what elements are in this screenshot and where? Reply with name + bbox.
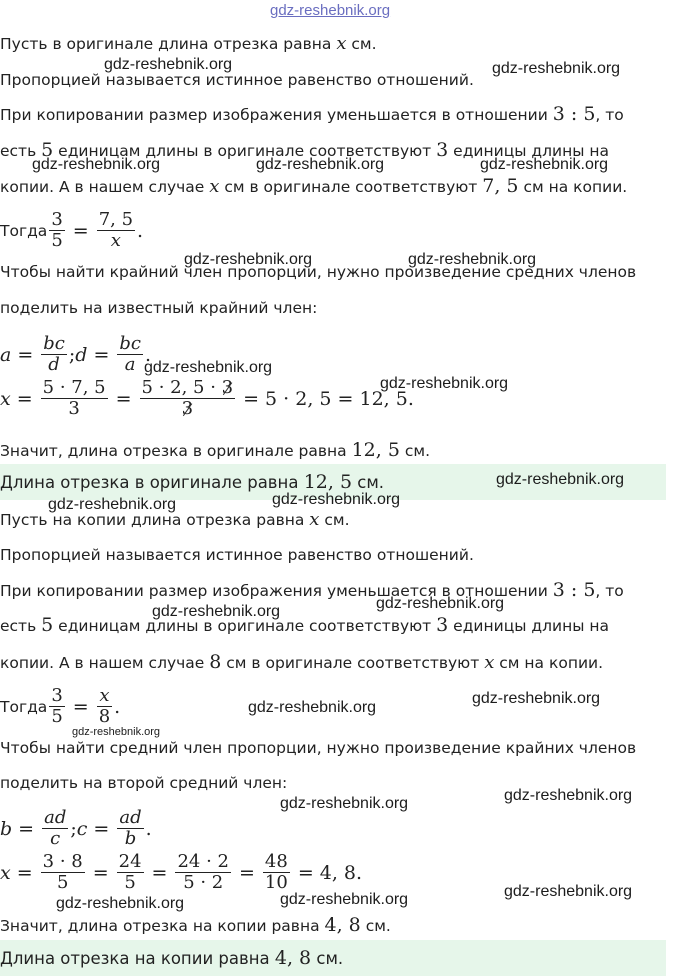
watermark: gdz-reshebnik.org <box>504 883 633 900</box>
watermark: gdz-reshebnik.org <box>480 156 609 173</box>
p1-intro: Пусть в оригинале длина отрезка равна x см. <box>0 33 377 54</box>
watermark-small: gdz-reshebnik.org <box>72 726 161 738</box>
p1-rule-2: поделить на известный крайний член: <box>0 299 318 317</box>
p1-proportion: Тогда $\frac{3}{5}$ = $\frac{7, 5}{x}$ . <box>0 209 144 251</box>
p2-definition: Пропорцией называется истинное равенство отношений. <box>0 546 474 564</box>
watermark: gdz-reshebnik.org <box>272 491 401 508</box>
p1-definition: Пропорцией называется истинное равенство отношений. <box>0 71 474 89</box>
watermark: gdz-reshebnik.org <box>184 251 313 268</box>
p2-proportion: Тогда $\frac{3}{5}$ = $\frac{x}{8}$ . <box>0 685 121 727</box>
p1-calculation: x = $\frac{5 \cdot 7, 5}{3}$ = $\frac{5 \cdot 2, 5 \cdot 3}{3}$ = 5 · 2, 5 = 12, 5. <box>0 377 414 419</box>
p2-formula: b = $\frac{ad}{c}$ ; c = $\frac{ad}{b}$ . <box>0 807 152 849</box>
p2-rule-1: Чтобы найти средний член пропорции, нужно произведение крайних членов <box>0 739 637 757</box>
watermark: gdz-reshebnik.org <box>472 690 601 707</box>
p2-intro: Пусть на копии длина отрезка равна x см. <box>0 509 350 530</box>
watermark: gdz-reshebnik.org <box>56 895 185 912</box>
p2-units-sentence: есть 5 единицам длины в оригинале соответствуют 3 единицы длины на <box>0 614 610 636</box>
watermark: gdz-reshebnik.org <box>248 699 377 716</box>
watermark: gdz-reshebnik.org <box>256 156 385 173</box>
watermark: gdz-reshebnik.org <box>496 471 625 488</box>
p1-case-sentence: копии. А в нашем случае x см в оригинале соответствуют 7, 5 см на копии. <box>0 175 628 197</box>
p2-rule-2: поделить на второй средний член: <box>0 774 288 792</box>
p1-formula: a = $\frac{bc}{d}$ ; d = $\frac{bc}{a}$ . <box>0 333 152 375</box>
p2-calculation: x = $\frac{3 \cdot 8}{5}$ = $\frac{24}{5}$ = $\frac{24 \cdot 2}{5 \cdot 2}$ = $\frac{48}{10}$ = 4, 8. <box>0 851 363 893</box>
watermark: gdz-reshebnik.org <box>104 56 233 73</box>
watermark: gdz-reshebnik.org <box>504 787 633 804</box>
watermark: gdz-reshebnik.org <box>280 795 409 812</box>
p2-answer-box <box>0 940 666 976</box>
watermark: gdz-reshebnik.org <box>380 375 509 392</box>
watermark: gdz-reshebnik.org <box>48 496 177 513</box>
p2-ratio-sentence: При копировании размер изображения уменьшается в отношении 3 : 5, то <box>0 579 624 601</box>
p2-answer: Длина отрезка на копии равна 4, 8 см. <box>0 947 344 969</box>
watermark: gdz-reshebnik.org <box>152 603 281 620</box>
watermark: gdz-reshebnik.org <box>492 60 621 77</box>
p1-conclusion: Значит, длина отрезка в оригинале равна 12, 5 см. <box>0 439 431 461</box>
p1-rule-1: Чтобы найти крайний член пропорции, нужно произведение средних членов <box>0 263 637 281</box>
p2-case-sentence: копии. А в нашем случае 8 см в оригинале соответствуют x см на копии. <box>0 651 604 673</box>
site-link-watermark[interactable]: gdz-reshebnik.org <box>270 2 391 19</box>
p1-answer: Длина отрезка в оригинале равна 12, 5 см. <box>0 471 385 493</box>
p1-units-sentence: есть 5 единицам длины в оригинале соответствуют 3 единицы длины на <box>0 139 610 161</box>
p1-ratio-sentence: При копировании размер изображения уменьшается в отношении 3 : 5, то <box>0 103 624 125</box>
watermark: gdz-reshebnik.org <box>408 251 537 268</box>
p2-conclusion: Значит, длина отрезка на копии равна 4, 8 см. <box>0 914 391 936</box>
watermark: gdz-reshebnik.org <box>280 891 409 908</box>
watermark: gdz-reshebnik.org <box>376 595 505 612</box>
watermark: gdz-reshebnik.org <box>32 156 161 173</box>
watermark: gdz-reshebnik.org <box>144 359 273 376</box>
